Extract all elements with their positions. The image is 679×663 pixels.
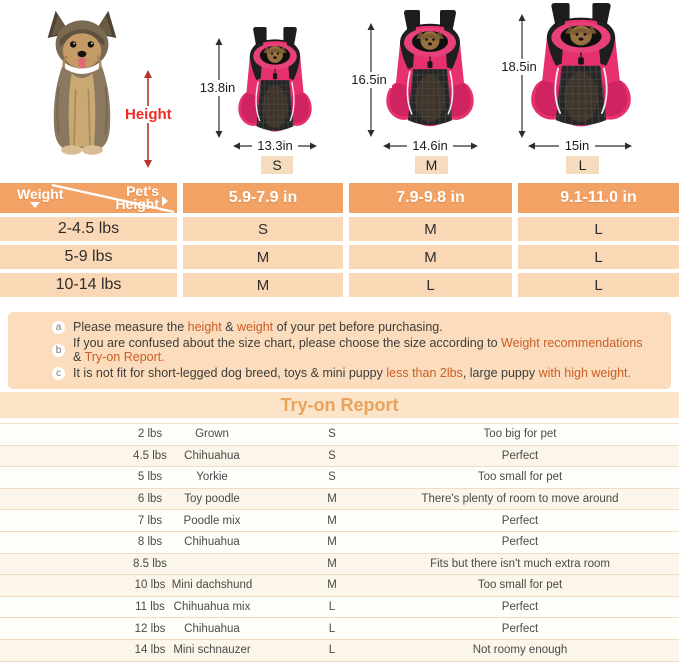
tryon-weight-cell: 8 lbs [137, 536, 163, 549]
tryon-breed-cell: Chihuahua mix [173, 601, 251, 614]
note-item [52, 321, 661, 335]
tryon-breed-cell: Chihuahua [184, 536, 240, 549]
width-dim-label-s: 13.3in [252, 138, 298, 154]
tryon-row [0, 446, 679, 468]
size-chart-corner-cell [0, 183, 177, 213]
tryon-size-cell: L [328, 601, 336, 614]
note-plain-text: , large puppy [462, 366, 539, 380]
tryon-row [0, 597, 679, 619]
size-chart-size-cell: L [518, 245, 679, 269]
note-highlight-text: height [187, 319, 222, 334]
tryon-size-cell: M [327, 493, 337, 506]
tryon-comment-cell: Too big for pet [483, 428, 557, 441]
height-dim-arrow-l-icon [517, 14, 527, 138]
tryon-weight-cell: 8.5 lbs [133, 557, 167, 570]
size-chart-size-cell: M [183, 245, 343, 269]
tryon-comment-cell: Not roomy enough [472, 644, 568, 657]
dog-photo-illustration [38, 4, 126, 168]
note-plain-text: & [221, 319, 238, 334]
tryon-size-cell: S [328, 449, 336, 462]
size-chart-size-cell: M [183, 273, 343, 297]
backpack-m-illustration [380, 10, 480, 140]
size-chart-size-cell: L [518, 273, 679, 297]
size-chart-column-header: 7.9-9.8 in [349, 183, 512, 213]
tryon-size-cell: L [328, 622, 336, 635]
tryon-breed-cell: Mini dachshund [171, 579, 253, 592]
tryon-breed-cell: Chihuahua [184, 449, 240, 462]
tryon-comment-cell: Fits but there isn't much extra room [430, 557, 610, 570]
height-dim-label-l: 18.5in [496, 59, 542, 75]
backpack-s-illustration [233, 27, 317, 144]
note-badge-b: b [52, 344, 65, 357]
tryon-size-cell: M [327, 579, 337, 592]
note-plain-text: If you are confused about the size chart, please choose the size according to [73, 336, 502, 350]
note-plain-text: of your pet before purchasing. [273, 319, 443, 334]
pets-height-header-label [115, 185, 159, 211]
pets-height-label: Height [115, 196, 159, 212]
tryon-comment-cell: Perfect [501, 536, 539, 549]
size-chart-size-cell: M [349, 245, 512, 269]
size-chart-size-cell: S [183, 217, 343, 241]
tryon-weight-cell: 14 lbs [134, 644, 166, 657]
tryon-row [0, 424, 679, 446]
note-plain-text: Please measure the [73, 319, 188, 334]
height-dim-label-m: 16.5in [346, 72, 392, 88]
tryon-breed-cell: Yorkie [196, 471, 228, 484]
tryon-breed-cell: Chihuahua [184, 622, 240, 635]
note-highlight-text: with high weight. [538, 366, 631, 380]
tryon-row [0, 532, 679, 554]
width-dim-label-m: 14.6in [407, 138, 453, 154]
tryon-row [0, 467, 679, 489]
tryon-size-cell: L [328, 644, 336, 657]
tryon-table [0, 423, 679, 662]
size-chart-weight-cell: 2-4.5 lbs [0, 217, 177, 241]
tryon-weight-cell: 12 lbs [134, 622, 166, 635]
note-badge-c: c [52, 367, 65, 380]
size-badge-s: S [261, 156, 293, 174]
measurement-diagram [0, 0, 679, 183]
size-chart-size-cell: L [518, 217, 679, 241]
tryon-report-title: Try-on Report [280, 394, 399, 415]
note-badge-a: a [52, 321, 65, 334]
width-dim-label-l: 15in [559, 138, 595, 154]
size-chart-weight-cell: 10-14 lbs [0, 273, 177, 297]
note-highlight-text: Try-on Report. [84, 349, 165, 364]
tryon-comment-cell: Perfect [501, 622, 539, 635]
tryon-size-cell: M [327, 514, 337, 527]
tryon-weight-cell: 2 lbs [137, 428, 163, 441]
tryon-weight-cell: 10 lbs [134, 579, 166, 592]
tryon-size-cell: S [328, 471, 336, 484]
note-item [52, 367, 661, 381]
tryon-weight-cell: 11 lbs [135, 601, 165, 614]
note-text [73, 321, 443, 335]
tryon-row [0, 640, 679, 662]
tryon-comment-cell: Too small for pet [477, 471, 563, 484]
tryon-report-header [0, 392, 679, 418]
size-chart-table [0, 183, 679, 297]
tryon-comment-cell: There's plenty of room to move around [421, 493, 619, 506]
size-badge-m: M [415, 156, 448, 174]
tryon-size-cell: S [328, 428, 336, 441]
pets-height-right-arrow-icon [162, 196, 168, 206]
height-label: Height [125, 106, 172, 123]
size-chart-column-header: 5.9-7.9 in [183, 183, 343, 213]
pets-label: Pet's [126, 183, 159, 199]
tryon-breed-cell: Poodle mix [183, 514, 241, 527]
tryon-weight-cell: 4.5 lbs [133, 449, 167, 462]
note-item [52, 337, 661, 364]
tryon-breed-cell: Mini schnauzer [173, 644, 251, 657]
tryon-weight-cell: 6 lbs [137, 493, 163, 506]
size-chart-column-header: 9.1-11.0 in [518, 183, 679, 213]
tryon-row [0, 489, 679, 511]
note-highlight-text: Weight recommendations [501, 336, 643, 350]
tryon-comment-cell: Perfect [501, 449, 539, 462]
size-chart-size-cell: L [349, 273, 512, 297]
note-text [73, 367, 631, 381]
tryon-size-cell: M [327, 557, 337, 570]
tryon-comment-cell: Too small for pet [477, 579, 563, 592]
weight-header-label: Weight [17, 186, 64, 202]
notes-panel [8, 312, 671, 389]
tryon-size-cell: M [327, 536, 337, 549]
tryon-row [0, 618, 679, 640]
tryon-breed-cell: Grown [195, 428, 229, 441]
tryon-row [0, 575, 679, 597]
note-plain-text: It is not fit for short-legged dog breed, toys & mini puppy [73, 366, 387, 380]
weight-down-arrow-icon [30, 202, 40, 208]
note-text [73, 337, 643, 364]
size-chart-size-cell: M [349, 217, 512, 241]
size-badge-l: L [566, 156, 599, 174]
tryon-weight-cell: 5 lbs [137, 471, 163, 484]
tryon-breed-cell: Toy poodle [184, 493, 240, 506]
height-dim-label-s: 13.8in [195, 80, 240, 96]
note-plain-text: & [73, 349, 85, 364]
note-highlight-text: less than 2lbs [386, 366, 463, 380]
note-highlight-text: weight [237, 319, 274, 334]
tryon-row [0, 554, 679, 576]
tryon-comment-cell: Perfect [501, 601, 539, 614]
tryon-weight-cell: 7 lbs [137, 514, 163, 527]
size-chart-weight-cell: 5-9 lbs [0, 245, 177, 269]
tryon-comment-cell: Perfect [501, 514, 539, 527]
tryon-row [0, 510, 679, 532]
